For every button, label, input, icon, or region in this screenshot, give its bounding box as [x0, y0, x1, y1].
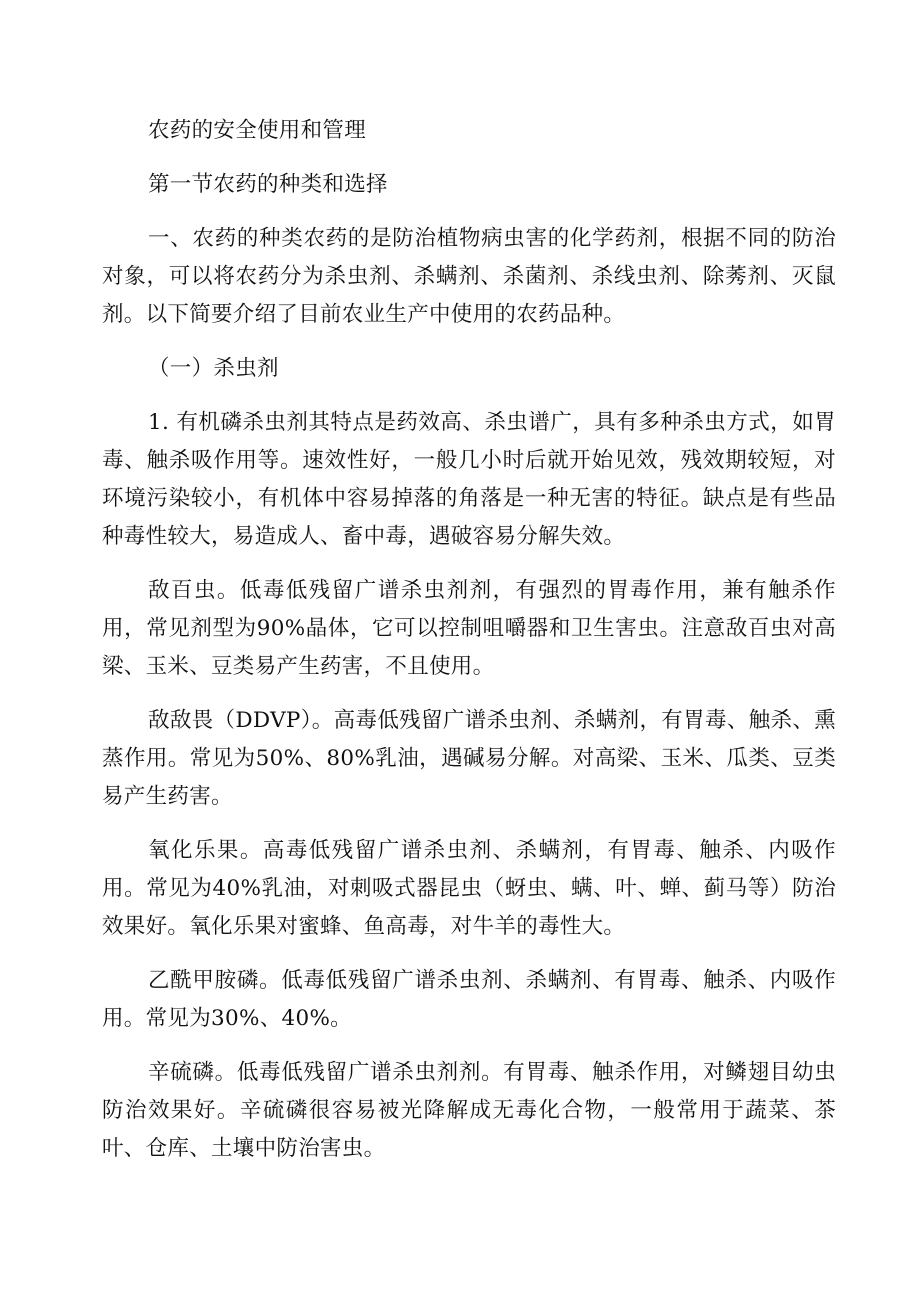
section-heading: 第一节农药的种类和选择 — [148, 172, 388, 197]
paragraph-dichlorvos: 敌敌畏（DDVP）。高毒低残留广谱杀虫剂、杀螨剂，有胃毒、触杀、熏蒸作用。常见为50%、80%乳油，遇碱易分解。对高梁、玉米、瓜类、豆类易产生药害。 — [102, 708, 836, 809]
paragraph-pesticide-types: 一、农药的种类农药的是防治植物病虫害的化学药剂，根据不同的防治对象，可以将农药分为杀虫剂、杀螨剂、杀菌剂、杀线虫剂、除莠剂、灭鼠剂。以下简要介绍了目前农业生产中使用的农药品种。 — [102, 226, 836, 327]
paragraph-organophosphorus: 1. 有机磷杀虫剂其特点是药效高、杀虫谱广，具有多种杀虫方式，如胃毒、触杀吸作用等。速效性好，一般几小时后就开始见效，残效期较短，对环境污染较小，有机体中容易掉落的角落是一种无害的特征。缺点是有些品种毒性较大，易造成人、畜中毒，遇破容易分解失效。 — [102, 410, 836, 549]
document-title: 农药的安全使用和管理 — [148, 118, 367, 143]
paragraph-acephate: 乙酰甲胺磷。低毒低残留广谱杀虫剂、杀螨剂、有胃毒、触杀、内吸作用。常见为30%、40%。 — [102, 968, 836, 1031]
subheading-insecticides: （一）杀虫剂 — [148, 356, 279, 381]
paragraph-omethoate: 氧化乐果。高毒低残留广谱杀虫剂、杀螨剂，有胃毒、触杀、内吸作用。常见为40%乳油，对刺吸式器昆虫（蚜虫、螨、叶、蝉、蓟马等）防治效果好。氧化乐果对蜜蜂、鱼高毒，对牛羊的毒性大。 — [102, 838, 836, 939]
paragraph-trichlorfon: 敌百虫。低毒低残留广谱杀虫剂剂，有强烈的胃毒作用，兼有触杀作用，常见剂型为90%晶体，它可以控制咀嚼器和卫生害虫。注意敌百虫对高梁、玉米、豆类易产生药害，不且使用。 — [102, 578, 836, 679]
paragraph-phoxim: 辛硫磷。低毒低残留广谱杀虫剂剂。有胃毒、触杀作用，对鳞翅目幼虫防治效果好。辛硫磷很容易被光降解成无毒化合物，一般常用于蔬菜、茶叶、仓库、土壤中防治害虫。 — [102, 1060, 836, 1161]
document-body — [102, 112, 836, 1168]
